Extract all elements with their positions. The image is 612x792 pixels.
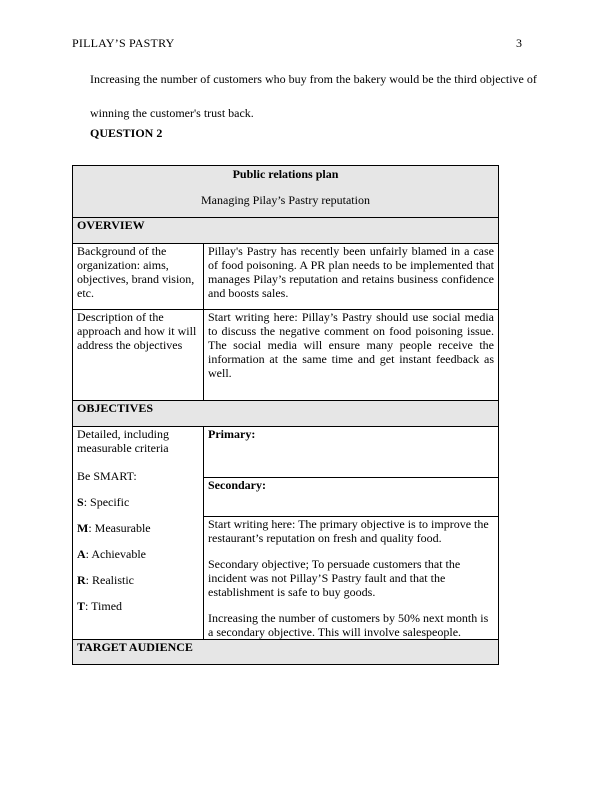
background-text: Pillay's Pastry has recently been unfairly blamed in a case of food poisoning. A PR plan needs to be implemented that manages Pilay’s reputation and retains business confidence and boosts sales.	[204, 244, 499, 310]
primary-objective-label: Primary:	[204, 427, 499, 478]
objectives-heading: OBJECTIVES	[73, 401, 499, 427]
objectives-detail-label: Detailed, including measurable criteria	[77, 427, 169, 455]
table-title-cell	[73, 166, 499, 218]
table-subtitle: Managing Pilay’s Pastry reputation	[201, 193, 370, 207]
overview-heading: OVERVIEW	[73, 218, 499, 244]
background-label: Background of the organization: aims, objectives, brand vision, etc.	[73, 244, 204, 310]
intro-paragraph	[90, 62, 542, 130]
objectives-paragraph-3: Increasing the number of customers by 50% next month is a secondary objective. This will involve salespeople.	[208, 611, 489, 639]
objectives-paragraph-2: Secondary objective; To persuade customers that the incident was not Pillay’S Pastry fault and that the establishment is safe to buy goods.	[208, 557, 461, 599]
smart-criteria-cell	[73, 427, 204, 640]
pr-plan-table	[72, 165, 499, 665]
smart-item-specific: S: Specific	[77, 495, 130, 509]
running-header: PILLAY’S PASTRY	[72, 36, 175, 50]
target-audience-heading: TARGET AUDIENCE	[73, 640, 499, 665]
table-title: Public relations plan	[232, 167, 339, 181]
secondary-objective-label: Secondary:	[204, 478, 499, 517]
page-number: 3	[516, 36, 522, 50]
description-text: Start writing here: Pillay’s Pastry should use social media to discuss the negative comment on food poisoning issue. The social media will ensure many people receive the information at the same time and get instant feedback as well.	[204, 310, 499, 401]
objectives-paragraph-1: Start writing here: The primary objective is to improve the restaurant’s reputation on fresh and quality food.	[208, 517, 489, 545]
smart-item-timed: T: Timed	[77, 599, 123, 613]
smart-item-measurable: M: Measurable	[77, 521, 151, 535]
intro-line-2: winning the customer's trust back.	[90, 106, 254, 120]
smart-item-achievable: A: Achievable	[77, 547, 146, 561]
intro-line-1: Increasing the number of customers who buy from the bakery would be the third objective of	[90, 72, 537, 86]
question-heading: QUESTION 2	[90, 126, 163, 140]
objectives-text-cell	[204, 517, 499, 640]
description-label: Description of the approach and how it will address the objectives	[73, 310, 204, 401]
be-smart-label: Be SMART:	[77, 469, 137, 483]
smart-item-realistic: R: Realistic	[77, 573, 134, 587]
